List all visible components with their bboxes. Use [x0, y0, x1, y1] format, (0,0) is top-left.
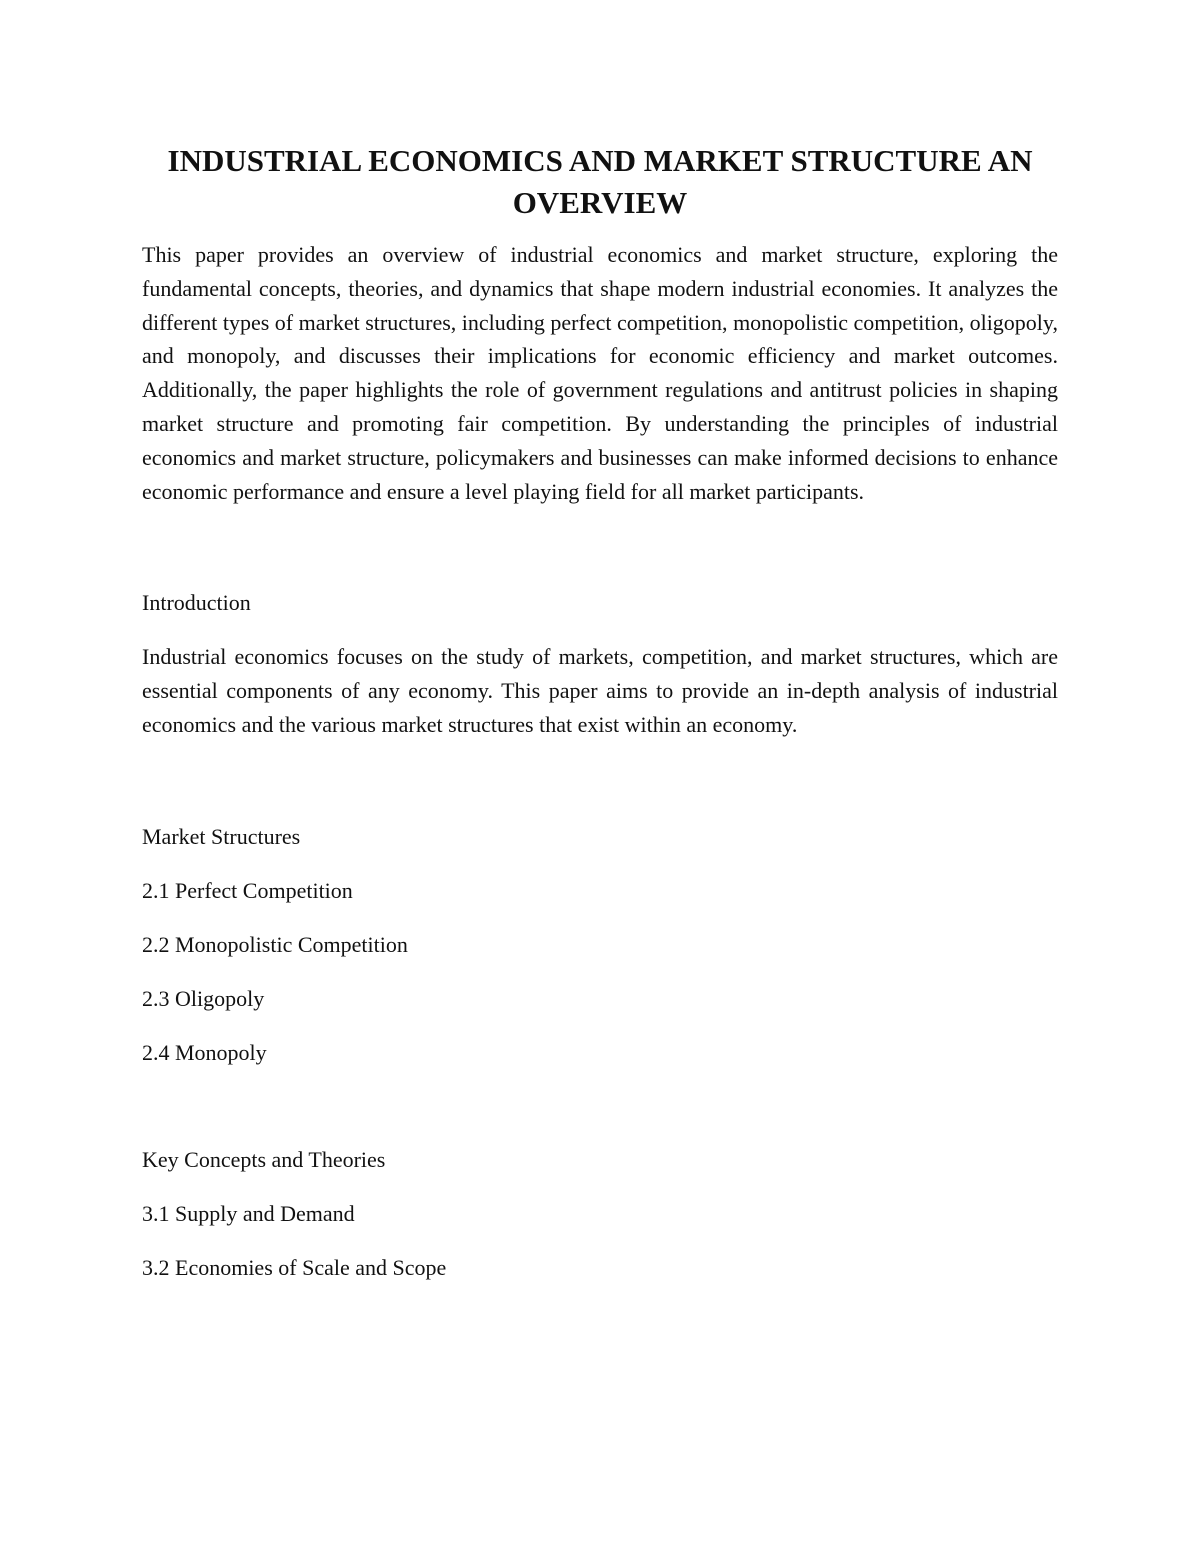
introduction-paragraph: Industrial economics focuses on the study of markets, competition, and market structures, which are essential components of any economy. This paper aims to provide an in-depth analysis of industrial economics and the various market structures that exist within an economy. [142, 644, 1058, 737]
list-item-monopolistic-competition: 2.2 Monopolistic Competition [142, 931, 408, 957]
document-title: INDUSTRIAL ECONOMICS AND MARKET STRUCTURE AN OVERVIEW [167, 143, 1033, 220]
abstract-paragraph: This paper provides an overview of industrial economics and market structure, exploring the fundamental concepts, theories, and dynamics that shape modern industrial economies. It analyzes the different types of market structures, including perfect competition, monopolistic competition, oligopoly, and monopoly, and discusses their implications for economic efficiency and market outcomes. Additionally, the paper highlights the role of government regulations and antitrust policies in shaping market structure and promoting fair competition. By understanding the principles of industrial economics and market structure, policymakers and businesses can make informed decisions to enhance economic performance and ensure a level playing field for all market participants. [142, 242, 1058, 504]
list-item-perfect-competition: 2.1 Perfect Competition [142, 877, 353, 903]
introduction-heading: Introduction [142, 590, 251, 616]
list-item-oligopoly: 2.3 Oligopoly [142, 985, 265, 1011]
list-item-supply-demand: 3.1 Supply and Demand [142, 1200, 355, 1226]
list-item-economies-scale-scope: 3.2 Economies of Scale and Scope [142, 1254, 447, 1280]
list-item-monopoly: 2.4 Monopoly [142, 1039, 267, 1065]
market-structures-heading: Market Structures [142, 823, 301, 849]
document-page [142, 140, 1058, 1283]
key-concepts-heading: Key Concepts and Theories [142, 1146, 386, 1172]
